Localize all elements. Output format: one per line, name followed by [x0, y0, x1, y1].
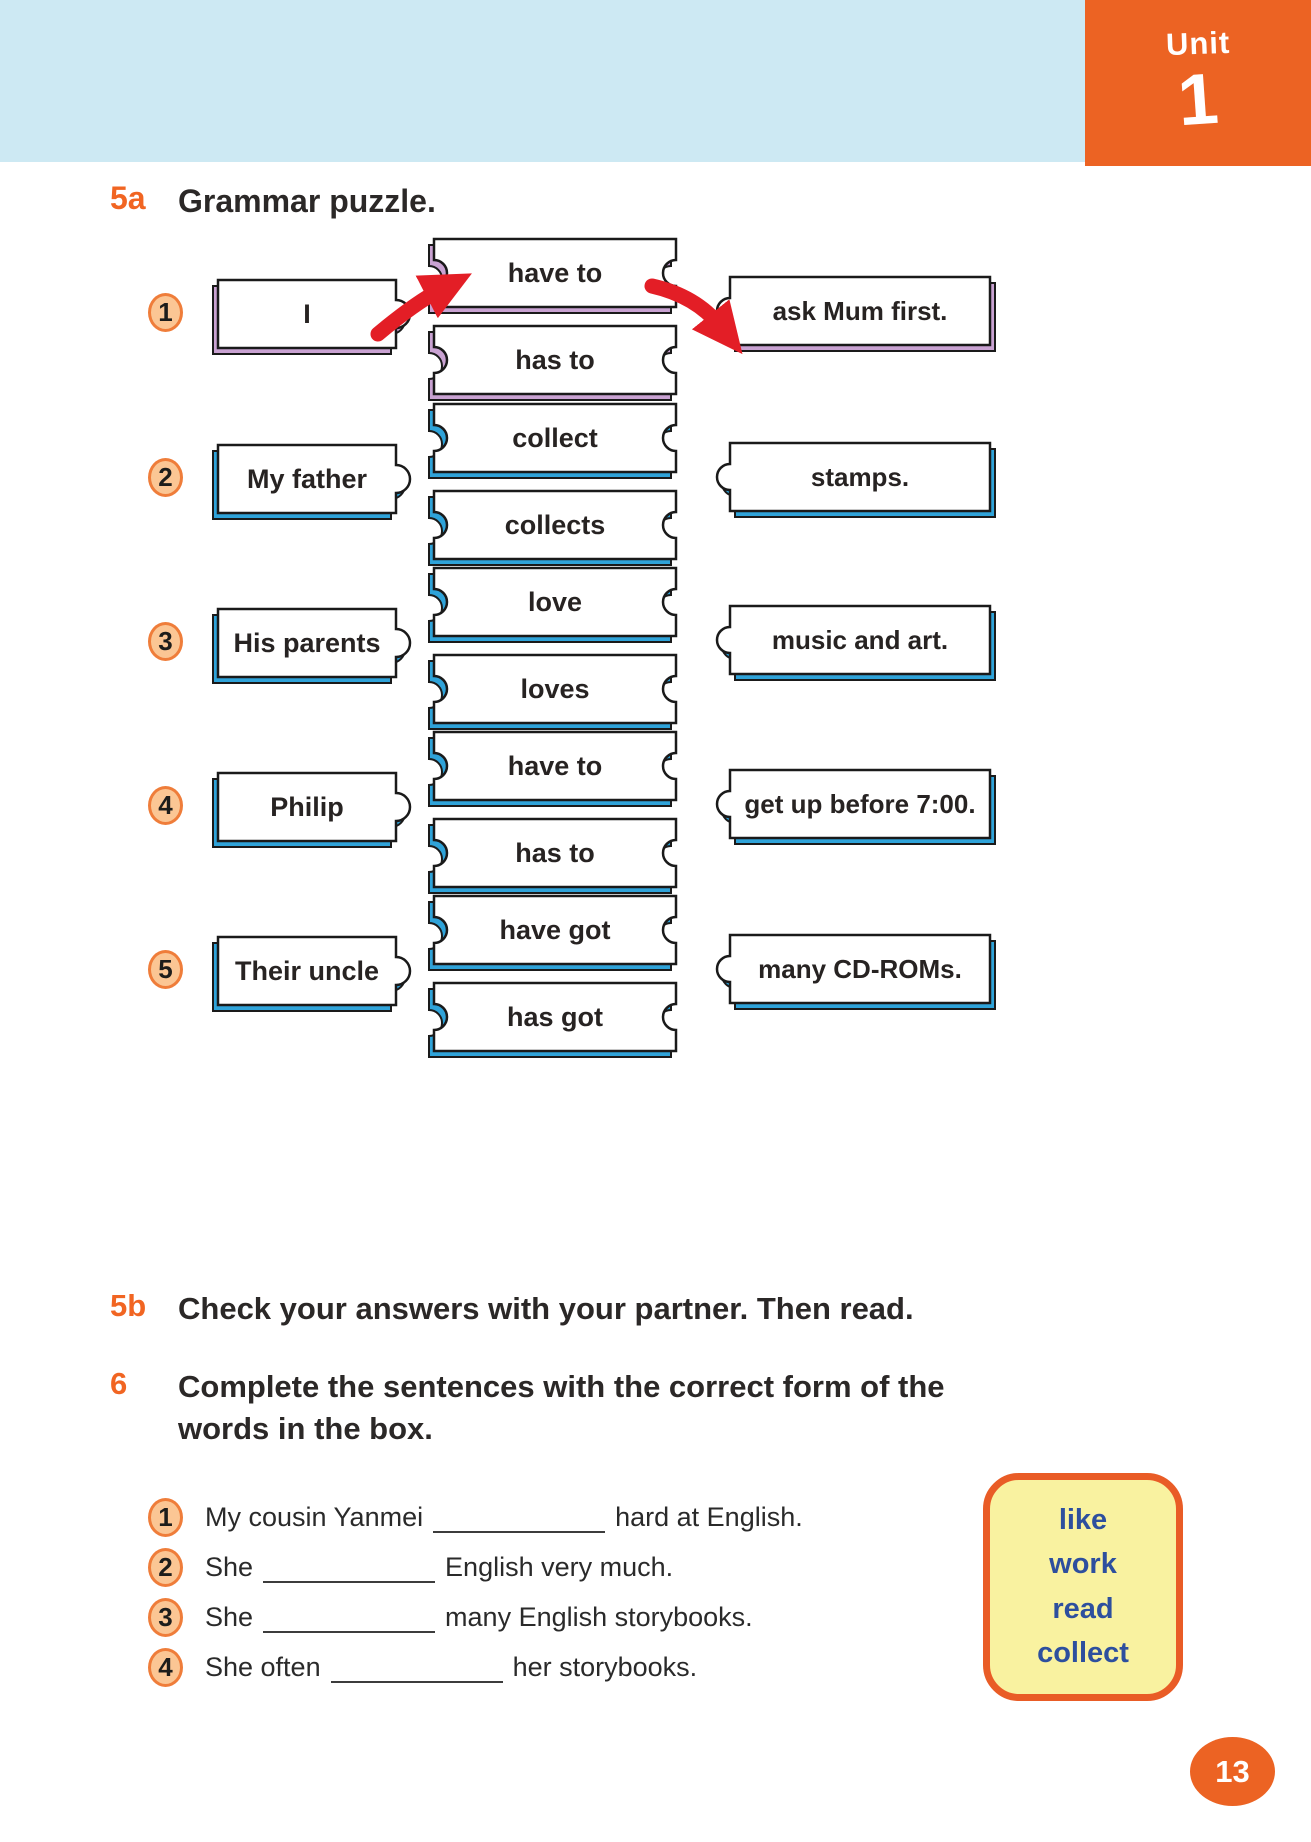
- row-1-number-badge: [148, 293, 183, 332]
- puzzle-piece-subject-5[interactable]: [210, 933, 420, 1019]
- sentence-2-blank[interactable]: [263, 1551, 435, 1583]
- sentence-2-number-badge: [148, 1548, 183, 1587]
- puzzle-option-label: collect: [512, 422, 598, 453]
- sentence-1-after: hard at English.: [615, 1501, 803, 1532]
- row-3-number-badge: [148, 622, 183, 661]
- puzzle-piece-ending-3[interactable]: [708, 602, 998, 688]
- puzzle-option-label: loves: [520, 673, 590, 704]
- sentence-row-1: [148, 1492, 803, 1542]
- puzzle-subject-label: Philip: [270, 791, 344, 822]
- row-2-number: 2: [158, 462, 173, 492]
- page-number: 13: [1215, 1753, 1250, 1789]
- puzzle-piece-option-1a[interactable]: [426, 235, 686, 321]
- puzzle-piece-ending-2[interactable]: [708, 439, 998, 525]
- puzzle-ending-label: stamps.: [810, 461, 910, 492]
- row-4-number: 4: [158, 790, 173, 820]
- sentence-1-number: 1: [158, 1501, 173, 1532]
- unit-tab: [1085, 0, 1311, 166]
- puzzle-ending-label: ask Mum first.: [772, 295, 948, 326]
- sentence-2-number: 2: [158, 1551, 173, 1582]
- word-box-word-1: like: [1058, 1503, 1108, 1536]
- puzzle-piece-option-4b[interactable]: [426, 815, 686, 901]
- puzzle-option-label: have got: [499, 914, 611, 945]
- section-5a-title: Grammar puzzle.: [178, 183, 436, 219]
- sentence-4-number: 4: [158, 1651, 173, 1682]
- puzzle-option-label: have to: [507, 750, 603, 781]
- sentence-1-blank[interactable]: [433, 1501, 605, 1533]
- puzzle-piece-option-1b[interactable]: [426, 322, 686, 408]
- sentence-4-before: She often: [205, 1651, 321, 1682]
- word-box-word-3: read: [1052, 1592, 1114, 1625]
- sentence-2-before: She: [205, 1551, 254, 1582]
- puzzle-option-label: has got: [506, 1001, 603, 1032]
- sentence-3-before: She: [205, 1601, 254, 1632]
- section-6-title-line1: Complete the sentences with the correct form of the: [178, 1369, 945, 1404]
- puzzle-piece-option-4a[interactable]: [426, 728, 686, 814]
- sentence-2-after: English very much.: [445, 1551, 674, 1582]
- sentence-3-after: many English storybooks.: [445, 1601, 753, 1632]
- section-6-heading: [110, 1366, 1038, 1450]
- word-box-word-2: work: [1049, 1548, 1117, 1581]
- sentence-4-blank[interactable]: [331, 1651, 503, 1683]
- word-box: [983, 1473, 1183, 1701]
- puzzle-piece-ending-5[interactable]: [708, 931, 998, 1017]
- puzzle-piece-option-2b[interactable]: [426, 487, 686, 573]
- section-6-title-line2: words in the box.: [178, 1411, 433, 1446]
- puzzle-subject-label: My father: [246, 463, 368, 494]
- sentence-row-4: [148, 1642, 803, 1692]
- puzzle-piece-option-3a[interactable]: [426, 564, 686, 650]
- puzzle-option-label: has to: [515, 837, 595, 868]
- section-5b-number: 5b: [110, 1288, 147, 1323]
- puzzle-piece-ending-4[interactable]: [708, 766, 998, 852]
- unit-number: 1: [1175, 58, 1221, 142]
- puzzle-subject-label: I: [303, 298, 311, 329]
- puzzle-piece-option-5a[interactable]: [426, 892, 686, 978]
- sentence-1-number-badge: [148, 1498, 183, 1537]
- row-5-number: 5: [158, 954, 173, 984]
- sentence-3-number: 3: [158, 1601, 173, 1632]
- puzzle-option-label: love: [527, 586, 583, 617]
- puzzle-piece-option-3b[interactable]: [426, 651, 686, 737]
- sentence-1-before: My cousin Yanmei: [205, 1501, 424, 1532]
- section-5a-heading: [110, 180, 436, 222]
- section-5b-heading: [110, 1288, 914, 1330]
- puzzle-piece-ending-1[interactable]: [708, 273, 998, 359]
- exercise-6-sentences: [148, 1492, 803, 1692]
- puzzle-piece-option-2a[interactable]: [426, 400, 686, 486]
- row-5-number-badge: [148, 950, 183, 989]
- puzzle-option-label: have to: [507, 257, 603, 288]
- sentence-3-number-badge: [148, 1598, 183, 1637]
- section-6-number: 6: [110, 1366, 128, 1401]
- puzzle-piece-subject-1[interactable]: [210, 276, 420, 362]
- puzzle-ending-label: get up before 7:00.: [744, 788, 976, 819]
- word-box-word-4: collect: [1037, 1637, 1129, 1670]
- puzzle-piece-option-5b[interactable]: [426, 979, 686, 1065]
- puzzle-option-label: collects: [504, 509, 606, 540]
- sentence-row-3: [148, 1592, 803, 1642]
- sentence-4-number-badge: [148, 1648, 183, 1687]
- puzzle-piece-subject-2[interactable]: [210, 441, 420, 527]
- puzzle-ending-label: music and art.: [771, 624, 949, 655]
- puzzle-ending-label: many CD-ROMs.: [758, 953, 962, 984]
- puzzle-subject-label: Their uncle: [234, 955, 380, 986]
- row-1-number: 1: [158, 297, 173, 327]
- unit-label: Unit: [1165, 24, 1231, 63]
- puzzle-option-label: has to: [515, 344, 595, 375]
- puzzle-subject-label: His parents: [233, 627, 381, 658]
- sentence-row-2: [148, 1542, 803, 1592]
- row-4-number-badge: [148, 786, 183, 825]
- puzzle-piece-subject-3[interactable]: [210, 605, 420, 691]
- sentence-4-after: her storybooks.: [512, 1651, 698, 1682]
- section-6-title: [178, 1366, 1038, 1450]
- section-5b-title: Check your answers with your partner. Then read.: [178, 1291, 914, 1326]
- row-3-number: 3: [158, 626, 173, 656]
- sentence-3-blank[interactable]: [263, 1601, 435, 1633]
- row-2-number-badge: [148, 458, 183, 497]
- section-5a-number: 5a: [110, 180, 146, 216]
- puzzle-piece-subject-4[interactable]: [210, 769, 420, 855]
- page-number-badge: [1190, 1737, 1275, 1806]
